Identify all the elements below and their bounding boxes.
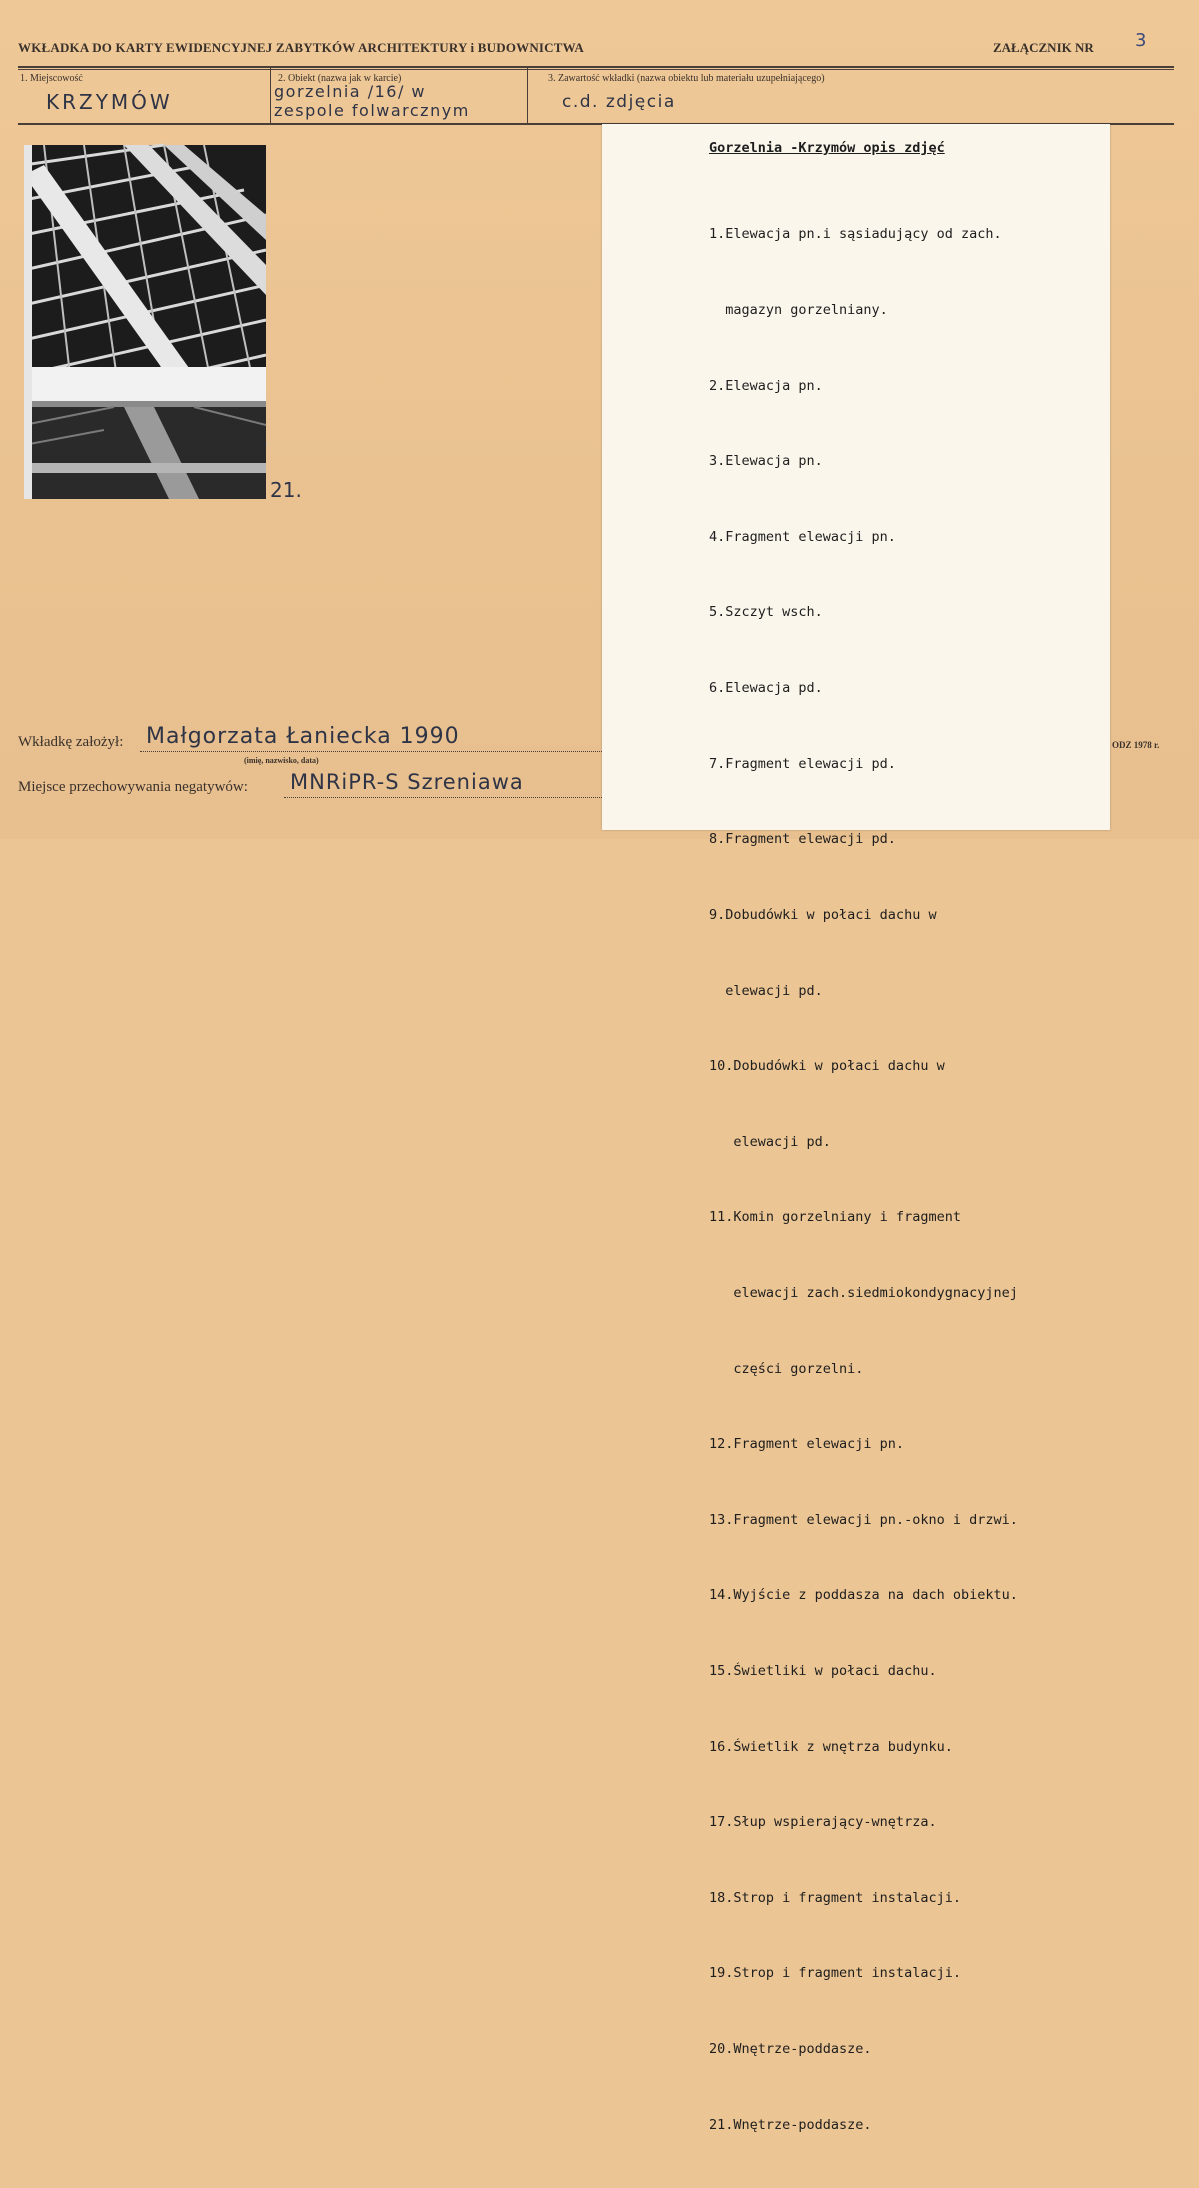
author-label: Wkładkę założył: xyxy=(18,734,124,750)
storage-underline xyxy=(284,797,602,798)
print-note: ODZ 1978 r. xyxy=(1112,740,1160,750)
object-value-line1: gorzelnia /16/ w xyxy=(274,82,426,101)
list-item: 12.Fragment elewacji pn. xyxy=(709,1436,905,1453)
list-item: 20.Wnętrze-poddasze. xyxy=(709,2041,872,2058)
list-item: magazyn gorzelniany. xyxy=(709,302,888,319)
list-item: 6.Elewacja pd. xyxy=(709,680,823,697)
object-value-line2: zespole folwarcznym xyxy=(274,101,470,120)
author-underline xyxy=(140,751,602,752)
author-value: Małgorzata Łaniecka 1990 xyxy=(146,724,460,749)
list-item: części gorzelni. xyxy=(709,1360,864,1377)
list-item: 17.Słup wspierający-wnętrza. xyxy=(709,1814,937,1831)
list-item: 3.Elewacja pn. xyxy=(709,453,823,470)
list-item: 5.Szczyt wsch. xyxy=(709,604,823,621)
list-item: 19.Strop i fragment instalacji. xyxy=(709,1965,961,1982)
card-title: WKŁADKA DO KARTY EWIDENCYJNEJ ZABYTKÓW ARCHITEKTURY i BUDOWNICTWA xyxy=(18,40,584,55)
field-divider xyxy=(270,68,271,124)
list-item: 13.Fragment elewacji pn.-okno i drzwi. xyxy=(709,1511,1018,1528)
locality-label: 1. Miejscowość xyxy=(20,73,83,84)
list-item: 15.Świetliki w połaci dachu. xyxy=(709,1662,937,1679)
header-rule-thin xyxy=(18,69,1174,70)
list-item: 10.Dobudówki w połaci dachu w xyxy=(709,1058,945,1075)
author-hint: (imię, nazwisko, data) xyxy=(244,756,319,765)
storage-label: Miejsce przechowywania negatywów: xyxy=(18,779,248,795)
attic-interior-photo xyxy=(24,145,266,499)
locality-value: KRZYMÓW xyxy=(46,90,173,114)
list-item: 8.Fragment elewacji pd. xyxy=(709,831,896,848)
list-item: elewacji pd. xyxy=(709,982,823,999)
list-item: 7.Fragment elewacji pd. xyxy=(709,755,896,772)
list-item: 18.Strop i fragment instalacji. xyxy=(709,1889,961,1906)
photo-description-sheet xyxy=(602,124,1110,2133)
list-item: 14.Wyjście z poddasza na dach obiektu. xyxy=(709,1587,1018,1604)
sheet-title: Gorzelnia -Krzymów opis zdjęć xyxy=(709,140,945,156)
list-item: 2.Elewacja pn. xyxy=(709,377,823,394)
content-value: c.d. zdjęcia xyxy=(562,92,676,112)
content-label: 3. Zawartość wkładki (nazwa obiektu lub materiału uzupełniającego) xyxy=(548,73,825,84)
list-item: 4.Fragment elewacji pn. xyxy=(709,528,896,545)
list-item: 1.Elewacja pn.i sąsiadujący od zach. xyxy=(709,226,1002,243)
list-item: 16.Świetlik z wnętrza budynku. xyxy=(709,1738,953,1755)
list-item: 11.Komin gorzelniany i fragment xyxy=(709,1209,961,1226)
list-item: 9.Dobudówki w połaci dachu w xyxy=(709,906,937,923)
list-item: 21.Wnętrze-poddasze. xyxy=(709,2116,872,2133)
field-divider xyxy=(527,68,528,124)
annex-label: ZAŁĄCZNIK NR xyxy=(993,40,1094,55)
header-rule xyxy=(18,66,1174,68)
object-label: 2. Obiekt (nazwa jak w karcie) xyxy=(278,73,402,84)
list-item: elewacji pd. xyxy=(709,1133,831,1150)
photo-number: 21. xyxy=(270,478,302,502)
list-item: elewacji zach.siedmiokondygnacyjnej xyxy=(709,1284,1018,1301)
photo-description-list xyxy=(709,172,1104,2188)
annex-number: 3 xyxy=(1135,30,1147,51)
storage-value: MNRiPR-S Szreniawa xyxy=(290,770,524,794)
